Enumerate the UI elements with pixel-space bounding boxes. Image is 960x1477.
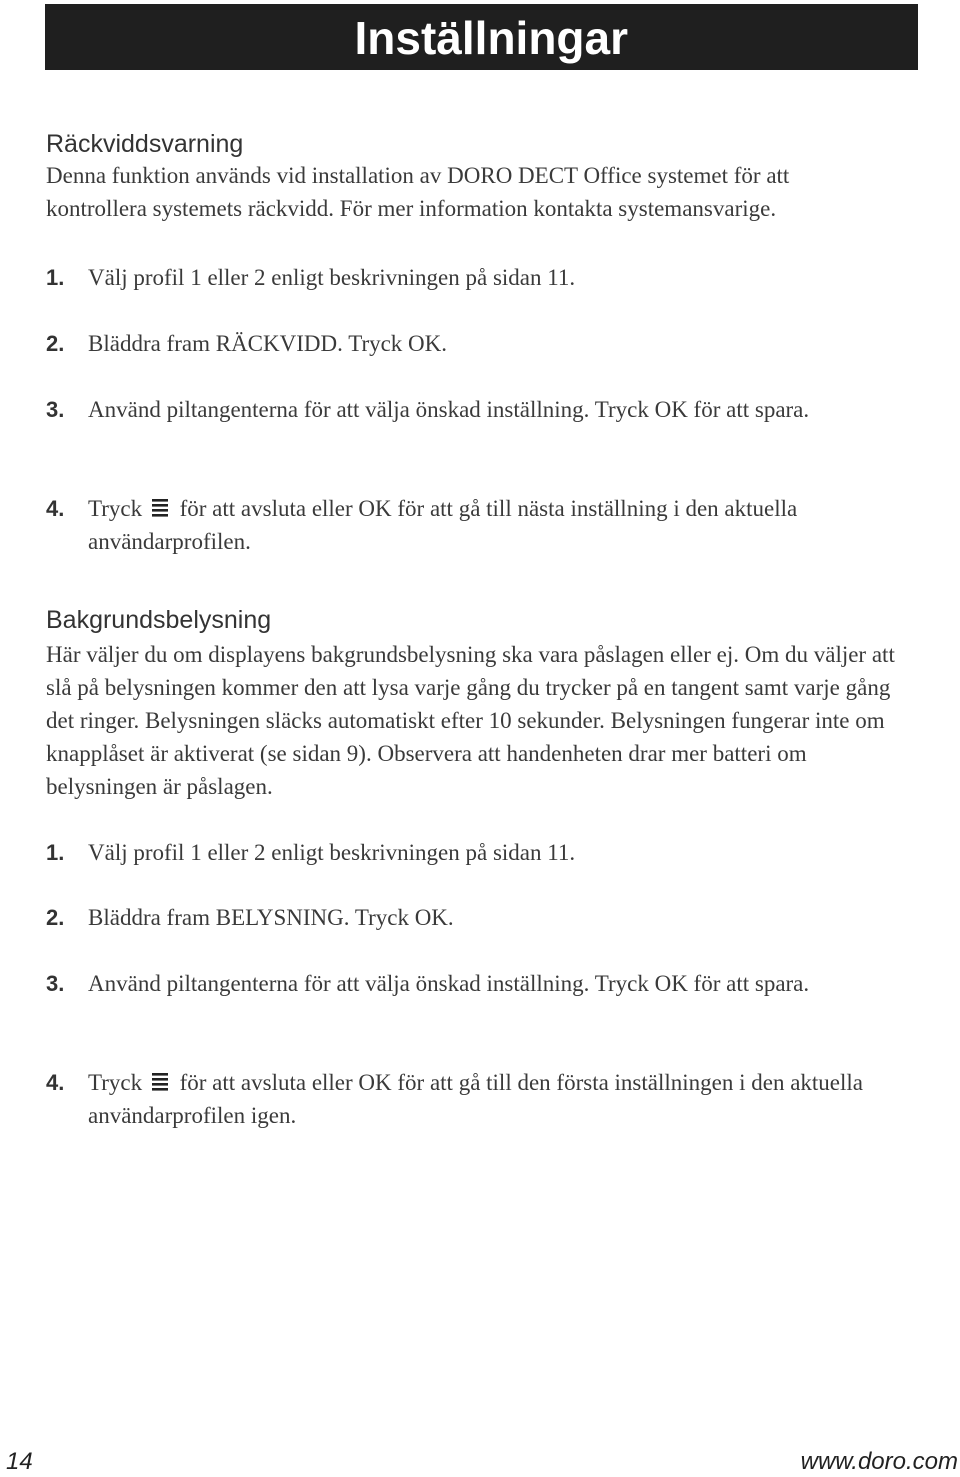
step-text: Välj profil 1 eller 2 enligt beskrivningen på sidan 11. [88, 265, 576, 290]
step-number: 1. [46, 265, 65, 290]
step-text-before: Tryck [88, 1070, 143, 1095]
page-title: Inställningar [354, 12, 628, 64]
step-text: Välj profil 1 eller 2 enligt beskrivningen på sidan 11. [88, 840, 576, 865]
range-step-1 [46, 261, 918, 294]
backlight-step-3 [46, 967, 918, 1000]
backlight-intro: Här väljer du om displayens bakgrundsbelysning ska vara påslagen eller ej. Om du väljer att slå på belysningen kommer den att lysa varje gång du trycker på en tangent samt varje gång det ringer. Belysningen släcks automatiskt efter 10 sekunder. Belysningen fungerar inte om knapplåset är aktiverat (se sidan 9). Observera att handenheten drar mer batteri om belysningen är påslagen. [46, 642, 895, 799]
step-number: 3. [46, 971, 65, 996]
step-text: Bläddra fram RÄCKVIDD. Tryck OK. [88, 331, 448, 356]
step-text: Använd piltangenterna för att välja önskad inställning. Tryck OK för att spara. [88, 971, 810, 996]
range-warning-intro: Denna funktion används vid installation av DORO DECT Office systemet för att kontrollera systemets räckvidd. För mer information kontakta systemansvarige. [46, 163, 790, 221]
range-step-2 [46, 327, 918, 360]
range-step-4 [46, 492, 918, 558]
step-number: 4. [46, 1070, 65, 1095]
step-number: 2. [46, 331, 65, 356]
backlight-step-2 [46, 901, 918, 934]
menu-key-icon [150, 1071, 170, 1093]
section-heading-range-warning: Räckviddsvarning [46, 130, 244, 158]
step-number: 2. [46, 905, 65, 930]
step-text: Bläddra fram BELYSNING. Tryck OK. [88, 905, 454, 930]
header-bar [45, 4, 918, 70]
backlight-step-1 [46, 836, 918, 869]
step-number: 4. [46, 496, 65, 521]
step-text-after: för att avsluta eller OK för att gå till nästa inställning i den aktuella användarprofilen. [88, 496, 798, 554]
step-number: 3. [46, 397, 65, 422]
menu-key-icon [150, 497, 170, 519]
step-text [88, 1066, 903, 1132]
page-number: 14 [6, 1448, 33, 1475]
step-text [88, 492, 918, 558]
step-text-after: för att avsluta eller OK för att gå till den första inställningen i den aktuella användarprofilen igen. [88, 1070, 864, 1128]
section-heading-backlight: Bakgrundsbelysning [46, 606, 272, 634]
backlight-step-4 [46, 1066, 918, 1132]
website-link[interactable]: www.doro.com [800, 1448, 958, 1475]
step-text: Använd piltangenterna för att välja önskad inställning. Tryck OK för att spara. [88, 397, 810, 422]
step-number: 1. [46, 840, 65, 865]
range-step-3 [46, 393, 918, 426]
step-text-before: Tryck [88, 496, 143, 521]
